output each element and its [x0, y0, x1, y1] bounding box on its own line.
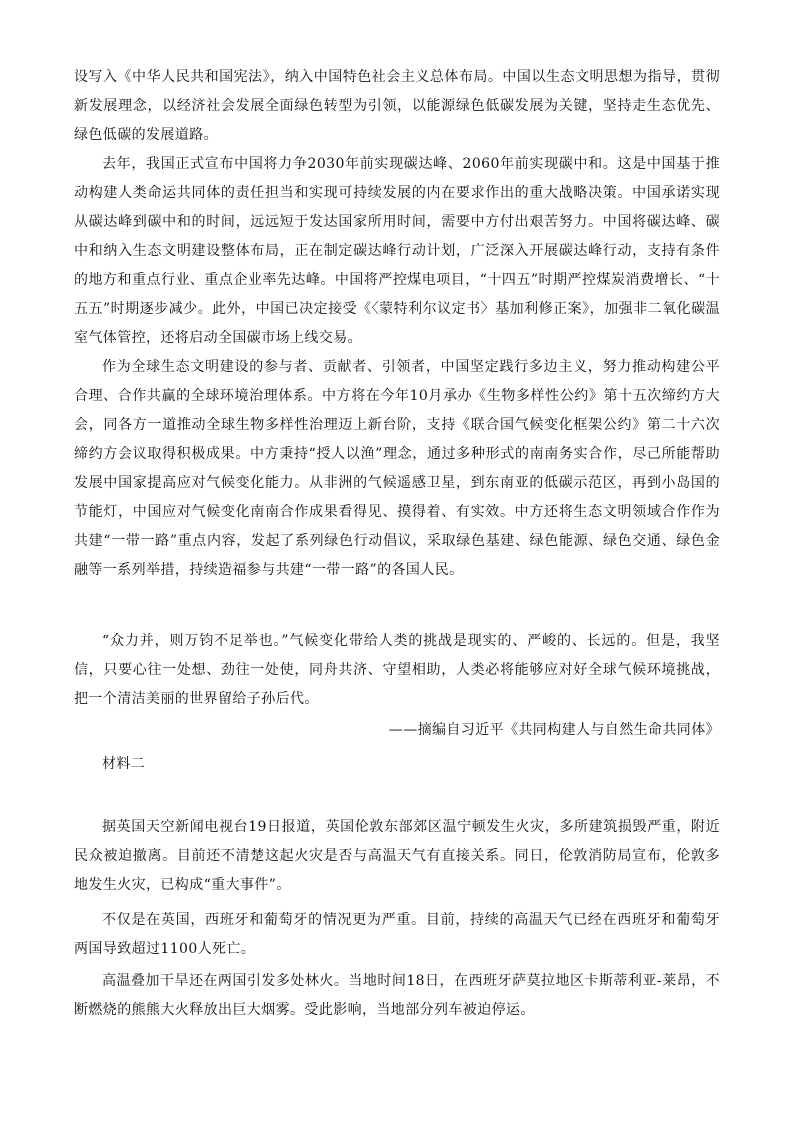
- paragraph-london-fire: 据英国天空新闻电视台19日报道，英国伦敦东部郊区温宁顿发生火灾，多所建筑损毁严重，附近民众被迫撤离。目前还不清楚这起火灾是否与高温天气有直接关系。同日，伦敦消防局宣布，伦敦多地发生火灾，已构成“重大事件”。: [74, 819, 720, 893]
- paragraph-joint-effort: “众力并，则万钧不足举也。”气候变化带给人类的挑战是现实的、严峻的、长远的。但是，我坚信，只要心往一处想、劲往一处使，同舟共济、守望相助，人类必将能够应对好全球气候环境挑战，把一个清洁美丽的世界留给子孙后代。: [74, 633, 720, 707]
- paragraph-constitution: 设写入《中华人民共和国宪法》，纳入中国特色社会主义总体布局。中国以生态文明思想为指导，贯彻新发展理念，以经济社会发展全面绿色转型为引领，以能源绿色低碳发展为关键，坚持走生态优先、绿色低碳的发展道路。: [74, 69, 720, 143]
- paragraph-carbon-peak: 去年，我国正式宣布中国将力争2030年前实现碳达峰、2060年前实现碳中和。这是中国基于推动构建人类命运共同体的责任担当和实现可持续发展的内在要求作出的重大战略决策。中国承诺实现从碳达峰到碳中和的时间，远远短于发达国家所用时间，需要中方付出艰苦努力。中国将碳达峰、碳中和纳入生态文明建设整体布局，正在制定碳达峰行动计划，广泛深入开展碳达峰行动，支持有条件的地方和重点行业、重点企业率先达峰。中国将严控煤电项目，“十四五”时期严控煤炭消费增长、“十五五”时期逐步减少。此外，中国已决定接受《〈蒙特利尔议定书〉基加利修正案》，加强非二氧化碳温室气体管控，还将启动全国碳市场上线交易。: [74, 156, 720, 346]
- source-attribution: ——摘编自习近平《共同构建人与自然生命共同体》: [388, 722, 720, 738]
- material-two-label: 材料二: [102, 756, 146, 772]
- paragraph-spain-portugal: 不仅是在英国，西班牙和葡萄牙的情况更为严重。目前，持续的高温天气已经在西班牙和葡萄牙两国导致超过1100人死亡。: [74, 912, 720, 957]
- paragraph-wildfires: 高温叠加干旱还在两国引发多处林火。当地时间18日，在西班牙萨莫拉地区卡斯蒂利亚-莱昂，不断燃烧的熊熊大火释放出巨大烟雾。受此影响，当地部分列车被迫停运。: [74, 973, 720, 1018]
- paragraph-global-governance: 作为全球生态文明建设的参与者、贡献者、引领者，中国坚定践行多边主义，努力推动构建公平合理、合作共赢的全球环境治理体系。中方将在今年10月承办《生物多样性公约》第十五次缔约方大会，同各方一道推动全球生物多样性治理迈上新台阶，支持《联合国气候变化框架公约》第二十六次缔约方会议取得积极成果。中方秉持“授人以渔”理念，通过多种形式的南南务实合作，尽己所能帮助发展中国家提高应对气候变化能力。从非洲的气候遥感卫星，到东南亚的低碳示范区，再到小岛国的节能灯，中国应对气候变化南南合作成果看得见、摸得着、有实效。中方还将生态文明领域合作作为共建“一带一路”重点内容，发起了系列绿色行动倡议，采取绿色基建、绿色能源、绿色交通、绿色金融等一系列举措，持续造福参与共建“一带一路”的各国人民。: [74, 359, 720, 578]
